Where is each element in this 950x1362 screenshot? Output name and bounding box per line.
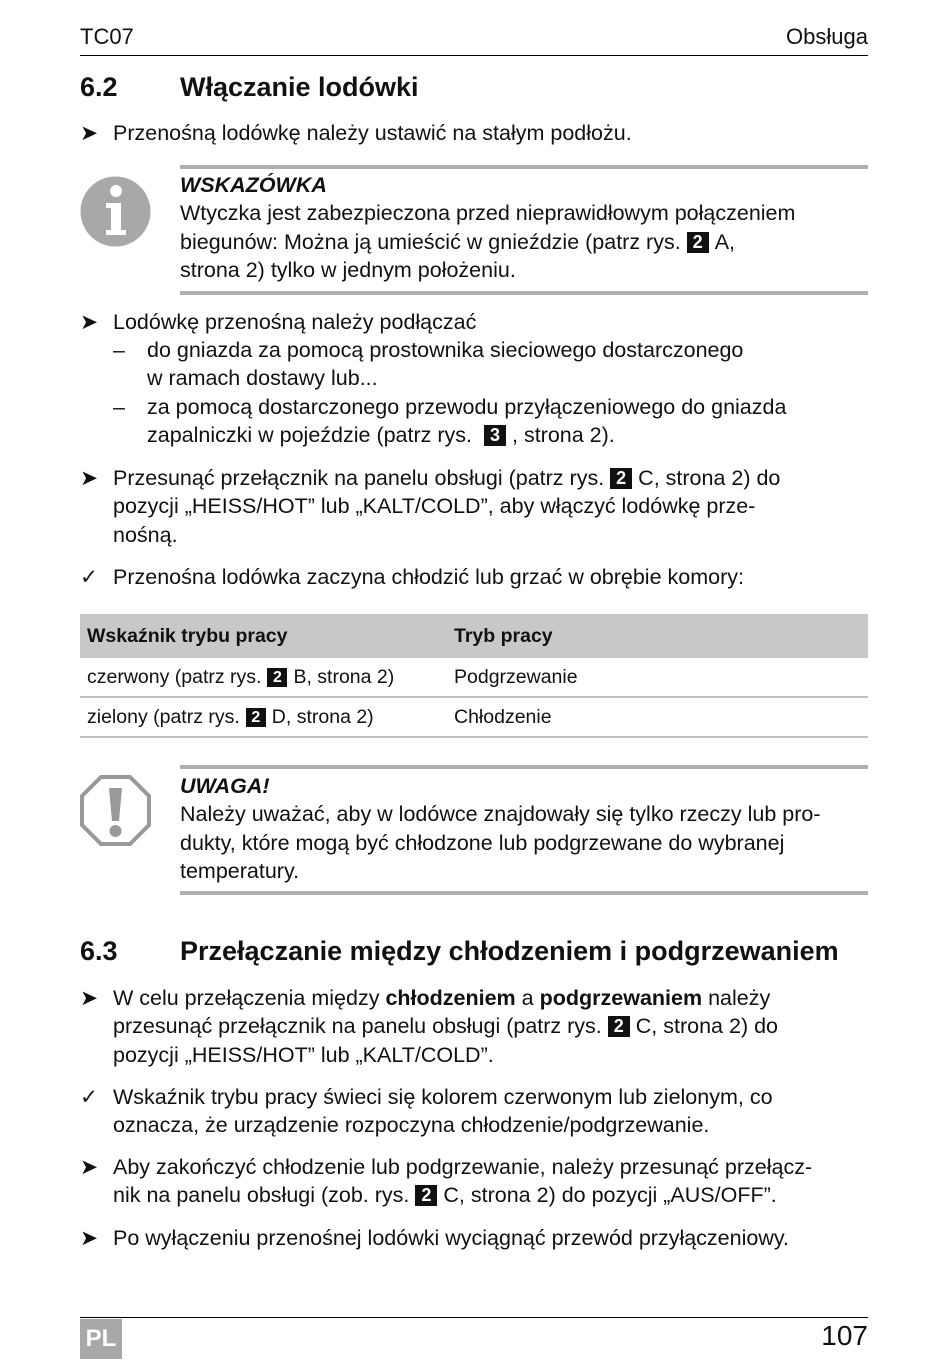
heading-6-2: 6.2 Włączanie lodówki: [80, 72, 419, 102]
step: ➤ Przenośną lodówkę należy ustawić na stałym podłożu.: [80, 121, 632, 145]
figure-ref: 2: [246, 708, 266, 727]
col-header: Tryb pracy: [447, 614, 868, 658]
step: ➤ Po wyłączeniu przenośnej lodówki wyciągnąć przewód przyłączeniowy.: [80, 1226, 789, 1250]
result: ✓ Przenośna lodówka zaczyna chłodzić lub grzać w obrębie komory:: [80, 565, 744, 589]
note-title: WSKAZÓWKA: [180, 173, 327, 197]
figure-ref: 3: [484, 425, 506, 446]
step: ➤ Lodówkę przenośną należy podłączać: [80, 310, 477, 334]
mode-table: [80, 614, 868, 738]
note-text: strona 2) tylko w jednym położeniu.: [180, 257, 516, 282]
warning-title: UWAGA!: [180, 774, 270, 798]
col-header: Wskaźnik trybu pracy: [80, 614, 447, 658]
step: ➤ Aby zakończyć chłodzenie lub podgrzewanie, należy przesunąć przełącz- nik na panelu obsługi (zob. rys. 2 C, strona 2) do pozycji „AUS/OFF”.: [80, 1155, 813, 1208]
header-model: TC07: [80, 24, 134, 49]
info-icon: [80, 176, 151, 247]
warning-rule-bottom: [180, 891, 868, 895]
note-text: biegunów: Można ją umieścić w gnieździe (patrz rys.: [180, 229, 681, 254]
result: ✓ Wskaźnik trybu pracy świeci się kolorem czerwonym lub zielonym, co oznacza, że urządzenie rozpoczyna chłodzenie/podgrzewanie.: [80, 1085, 773, 1138]
table-row: zielony (patrz rys. 2 D, strona 2) Chłodzenie: [80, 697, 868, 737]
note-box: [180, 171, 870, 284]
figure-ref: 2: [415, 1185, 437, 1206]
note-text: Wtyczka jest zabezpieczona przed nieprawidłowym połączeniem: [180, 201, 796, 226]
warning-rule-top: [180, 765, 868, 769]
table-row: czerwony (patrz rys. 2 B, strona 2) Podgrzewanie: [80, 658, 868, 697]
figure-ref: 2: [610, 468, 632, 489]
footer-rule: [80, 1317, 868, 1318]
substep: – za pomocą dostarczonego przewodu przyłączeniowego do gniazda zapalniczki w pojeździe (patrz rys. 3 , strona 2).: [113, 395, 787, 448]
page-number: 107: [821, 1320, 868, 1351]
figure-ref: 2: [608, 1016, 630, 1037]
warning-icon: [80, 775, 151, 846]
substep: – do gniazda za pomocą prostownika sieciowego dostarczonego w ramach dostawy lub...: [113, 338, 744, 391]
warning-box: UWAGA! Należy uważać, aby w lodówce znajdowały się tylko rzeczy lub pro- dukty, które mogą być chłodzone lub podgrzewane do wybranej temperatury.: [180, 772, 870, 885]
note-text: A,: [714, 229, 736, 254]
header-rule: [80, 55, 868, 56]
language-badge: PL: [80, 1319, 122, 1359]
header-section: Obsługa: [786, 24, 868, 49]
step: ➤ W celu przełączenia między chłodzeniem a podgrzewaniem należy przesunąć przełącznik na panelu obsługi (patrz rys. 2 C, strona 2) do pozycji „HEISS/HOT” lub „KALT/COLD”.: [80, 986, 778, 1067]
figure-ref: 2: [267, 668, 287, 687]
step: ➤ Przesunąć przełącznik na panelu obsługi (patrz rys. 2 C, strona 2) do pozycji „HEISS/HOT” lub „KALT/COLD”, aby włączyć lodówkę prze- nośną.: [80, 466, 781, 547]
figure-ref: 2: [687, 232, 709, 253]
note-rule-top: [180, 165, 868, 169]
heading-6-3: 6.3 Przełączanie między chłodzeniem i podgrzewaniem: [80, 936, 839, 966]
note-rule-bottom: [180, 291, 868, 295]
